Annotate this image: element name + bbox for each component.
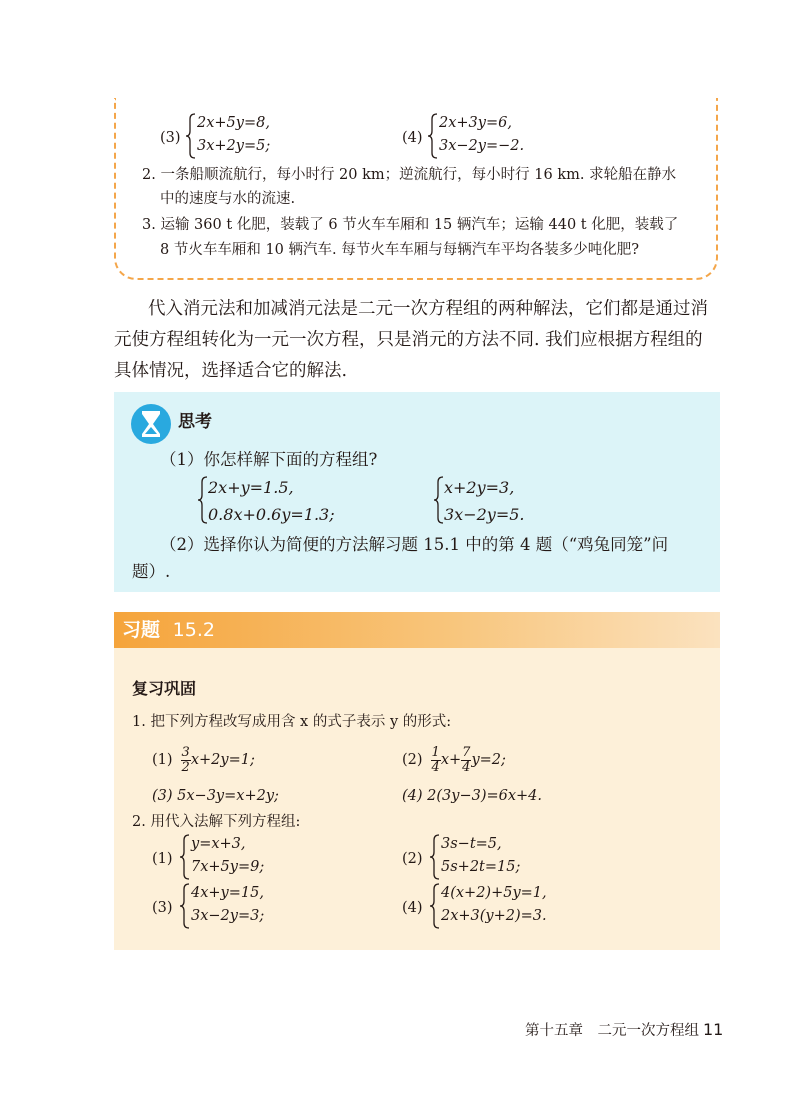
exercise-2-line1: 2. 一条船顺流航行，每小时行 20 km；逆流航行，每小时行 16 km. 求轮船在静水 [142, 167, 677, 183]
brace-icon [430, 834, 440, 880]
fraction-denominator: 4 [431, 759, 440, 775]
page-number: 11 [703, 1020, 724, 1039]
brace-icon [428, 113, 438, 159]
ex2-item-2-eq2: 5s+2t=15; [441, 859, 521, 875]
item-3-system [197, 112, 270, 158]
homework-title-text: 习题 [122, 619, 161, 641]
ex2-item-2-label: (2) [402, 851, 423, 867]
ex2-item-1-eq2: 7x+5y=9; [191, 859, 265, 875]
ex1-item-2-mid: x+ [440, 752, 462, 768]
fraction [461, 746, 471, 775]
brace-icon [434, 476, 444, 524]
ex1-item-4: (4) 2(3y−3)=6x+4. [402, 788, 543, 804]
brace-icon [180, 883, 190, 929]
brace-icon [198, 476, 208, 524]
paragraph-line2: 元使方程组转化为一元一次方程，只是消元的方法不同. 我们应根据方程组的 [114, 330, 703, 350]
ex1-item-2-label: (2) [402, 752, 423, 768]
fraction-numerator: 3 [181, 744, 190, 760]
ex2-item-1-system [191, 833, 264, 879]
ex2-item-3-eq1: 4x+y=15, [191, 885, 264, 901]
ex2-item-2-eq1: 3s−t=5, [441, 836, 502, 852]
ex1-item-1-label: (1) [152, 752, 173, 768]
think-question-2-line1: （2）选择你认为简便的方法解习题 15.1 中的第 4 题（“鸡兔同笼”问 [160, 535, 669, 554]
ex2-item-3-system [191, 882, 264, 928]
think-system-a [208, 474, 335, 528]
exercise-3-line1: 3. 运输 360 t 化肥，装载了 6 节火车车厢和 15 辆汽车；运输 440 t 化肥，装载了 [142, 217, 679, 233]
ex2-item-1-label: (1) [152, 851, 173, 867]
paragraph-line1: 代入消元法和加减消元法是二元一次方程组的两种解法，它们都是通过消 [148, 299, 708, 319]
ex1-item-2 [402, 740, 506, 780]
ex2-item-4-system [441, 882, 547, 928]
ex2-item-4-eq1: 4(x+2)+5y=1, [441, 885, 547, 901]
fraction-numerator: 7 [462, 744, 471, 760]
homework-exercise-2: 2. 用代入法解下列方程组: [132, 814, 301, 830]
system-a-eq2: 0.8x+0.6y=1.3; [208, 505, 335, 524]
hourglass-icon [130, 403, 172, 445]
exercise-2-line2: 中的速度与水的流速. [160, 191, 296, 207]
fraction [181, 746, 191, 775]
think-question-2-line2: 题）. [132, 562, 171, 581]
fraction-denominator: 4 [462, 759, 471, 775]
brace-icon [430, 883, 440, 929]
homework-title [122, 616, 215, 644]
ex1-item-2-rest: y=2; [471, 752, 506, 768]
item-4-eq2: 3x−2y=−2. [439, 138, 525, 154]
system-a-eq1: 2x+y=1.5, [208, 478, 294, 497]
ex2-item-3-eq2: 3x−2y=3; [191, 908, 265, 924]
ex2-item-1-eq1: y=x+3, [191, 836, 246, 852]
ex1-item-1 [152, 740, 255, 780]
think-system-b [444, 474, 525, 528]
ex2-item-4-eq2: 2x+3(y+2)=3. [441, 908, 547, 924]
item-4-system [439, 112, 524, 158]
ex1-item-3: (3) 5x−3y=x+2y; [152, 788, 279, 804]
section-title: 复习巩固 [132, 679, 197, 698]
footer-chapter: 第十五章 二元一次方程组 [525, 1023, 699, 1039]
fraction [431, 746, 441, 775]
fraction-numerator: 1 [431, 744, 440, 760]
system-b-eq1: x+2y=3, [444, 478, 515, 497]
think-title: 思考 [178, 412, 212, 432]
brace-icon [180, 834, 190, 880]
item-3-eq2: 3x+2y=5; [197, 138, 271, 154]
item-3-eq1: 2x+5y=8, [197, 115, 270, 131]
homework-number: 15.2 [172, 619, 215, 641]
exercise-3-line2: 8 节火车车厢和 10 辆汽车. 每节火车车厢与每辆汽车平均各装多少吨化肥? [160, 242, 639, 258]
think-question-1: （1）你怎样解下面的方程组? [160, 450, 378, 469]
item-4-label: (4) [402, 130, 423, 146]
ex2-item-4-label: (4) [402, 900, 423, 916]
ex2-item-2-system [441, 833, 520, 879]
ex1-item-1-rest: x+2y=1; [190, 752, 255, 768]
item-3-label: (3) [160, 130, 181, 146]
system-b-eq2: 3x−2y=5. [444, 505, 525, 524]
paragraph-line3: 具体情况，选择适合它的解法. [114, 361, 348, 381]
item-4-eq1: 2x+3y=6, [439, 115, 512, 131]
ex2-item-3-label: (3) [152, 900, 173, 916]
homework-exercise-1: 1. 把下列方程改写成用含 x 的式子表示 y 的形式: [132, 714, 452, 730]
brace-icon [186, 113, 196, 159]
fraction-denominator: 2 [181, 759, 190, 775]
